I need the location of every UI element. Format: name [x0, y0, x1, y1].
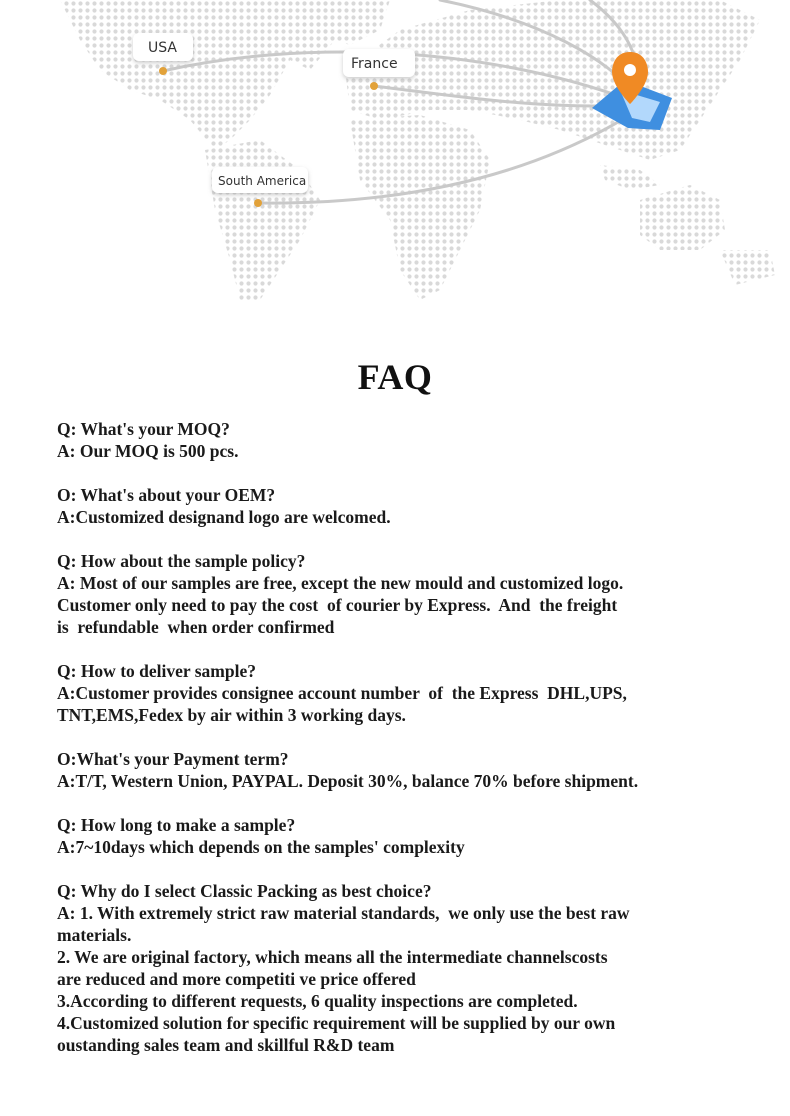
south-america-label — [212, 167, 308, 193]
faq-answer-line: TNT,EMS,Fedex by air within 3 working days. — [57, 705, 406, 725]
africa-dots — [350, 115, 490, 300]
france-label — [343, 49, 415, 77]
location-pin-hole — [624, 64, 636, 76]
faq-answer-line: A:7~10days which depends on the samples' complexity — [57, 837, 465, 857]
faq-answer-line: are reduced and more competiti ve price offered — [57, 969, 416, 989]
faq-question: O:What's your Payment term? — [57, 749, 289, 769]
faq-question: Q: What's your MOQ? — [57, 419, 230, 439]
south-america-marker — [254, 199, 262, 207]
usa-label-text: USA — [148, 40, 177, 56]
faq-answer-line: oustanding sales team and skillful R&D team — [57, 1035, 395, 1055]
faq-answer-line: A: Most of our samples are free, except the new mould and customized logo. — [57, 573, 624, 593]
france-marker — [370, 82, 378, 90]
france-label-text: France — [351, 56, 398, 72]
faq-answer-line: Customer only need to pay the cost of courier by Express. And the freight — [57, 595, 618, 615]
south-america-label-text: South America — [218, 174, 307, 188]
usa-marker — [159, 67, 167, 75]
page-title: FAQ — [357, 357, 433, 397]
faq-answer-line: A: 1. With extremely strict raw material standards, we only use the best raw — [57, 903, 630, 923]
faq-item — [57, 814, 757, 858]
faq-question: Q: How about the sample policy? — [57, 551, 306, 571]
world-map-graphic — [0, 0, 790, 320]
faq-answer-line: A:Customer provides consignee account number of the Express DHL,UPS, — [57, 683, 627, 703]
north-america-dots — [60, 0, 335, 150]
faq-answer-line: materials. — [57, 925, 132, 945]
faq-item — [57, 748, 757, 792]
faq-answer-line: A:T/T, Western Union, PAYPAL. Deposit 30%, balance 70% before shipment. — [57, 771, 639, 791]
faq-answer-line: is refundable when order confirmed — [57, 617, 335, 637]
faq-item — [57, 660, 757, 726]
faq-list — [57, 418, 757, 1078]
faq-answer-line: 2. We are original factory, which means all the intermediate channelscosts — [57, 947, 608, 967]
usa-label — [133, 33, 193, 61]
south-america-dots — [205, 140, 320, 300]
faq-question: Q: How long to make a sample? — [57, 815, 296, 835]
australia-dots — [640, 185, 725, 250]
faq-question: O: What's about your OEM? — [57, 485, 276, 505]
faq-answer-line: 4.Customized solution for specific requirement will be supplied by our own — [57, 1013, 616, 1033]
faq-answer-line: 3.According to different requests, 6 quality inspections are completed. — [57, 991, 578, 1011]
faq-item — [57, 484, 757, 528]
faq-question: Q: How to deliver sample? — [57, 661, 256, 681]
faq-answer-line: A:Customized designand logo are welcomed. — [57, 507, 391, 527]
faq-question: Q: Why do I select Classic Packing as best choice? — [57, 881, 432, 901]
faq-item — [57, 418, 757, 462]
faq-item — [57, 550, 757, 638]
faq-answer-line: A: Our MOQ is 500 pcs. — [57, 441, 239, 461]
faq-item — [57, 880, 757, 1056]
